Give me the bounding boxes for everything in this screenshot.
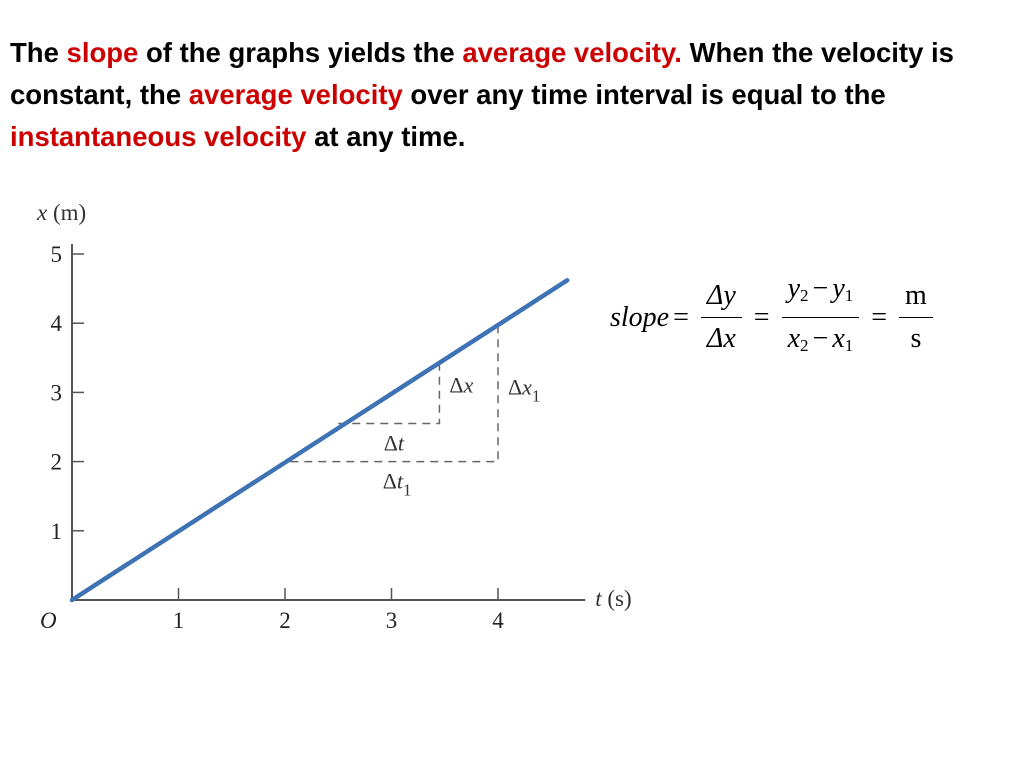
position-line	[72, 280, 567, 600]
intro-text: The	[10, 37, 67, 68]
delta-x-label: Δx	[449, 372, 474, 398]
fraction-denominator	[782, 318, 860, 363]
delta-t-label: Δt	[383, 430, 404, 456]
y-axis-label: x (m)	[37, 200, 87, 225]
x-tick-label: 4	[492, 608, 504, 633]
fraction-difference	[782, 272, 860, 363]
minus-sign: −	[812, 273, 829, 304]
delta-x1-label: $\Delta x_1$	[508, 374, 541, 406]
x-tick-label: 2	[279, 608, 291, 633]
y-tick-label: 1	[50, 518, 62, 544]
subscript: 1	[844, 336, 854, 355]
delta-t1-label: $\Delta t_1$	[382, 468, 412, 500]
highlight-slope: slope	[66, 37, 139, 68]
var-y: y	[787, 273, 801, 304]
fraction-denominator	[701, 318, 742, 356]
origin-label: O	[40, 608, 57, 633]
slope-formula	[610, 272, 941, 363]
y-tick-label: 5	[50, 242, 62, 267]
delta-annotations	[290, 323, 540, 499]
highlight-instantaneous-velocity: instantaneous velocity	[10, 121, 307, 152]
fraction-units	[899, 279, 933, 356]
x-tick-label: 1	[172, 608, 185, 633]
highlight-average-velocity: average velocity.	[462, 37, 682, 68]
delta-x: Δx	[706, 323, 736, 354]
highlight-average-velocity: average velocity	[188, 79, 403, 110]
equals-sign: =	[753, 301, 770, 333]
delta-triangle	[338, 358, 439, 424]
subscript: 1	[844, 286, 854, 305]
ticks	[51, 242, 505, 633]
fraction-denominator: s	[910, 323, 922, 354]
intro-text: of the graphs yields the	[138, 37, 463, 68]
subscript: 2	[800, 286, 809, 305]
intro-text: over any time interval is equal to the	[402, 79, 886, 110]
subscript: 2	[800, 336, 809, 355]
var-x: x	[832, 323, 845, 354]
series	[72, 280, 567, 600]
equals-sign: =	[871, 301, 888, 333]
y-tick-label: 4	[50, 311, 62, 337]
fraction-delta	[701, 279, 742, 356]
var-y: y	[832, 273, 845, 304]
fraction-numerator	[701, 279, 742, 318]
intro-text: When the velocity is constant, the	[10, 37, 954, 110]
formula-lhs: slope	[610, 301, 670, 333]
fraction-numerator	[782, 272, 860, 318]
y-tick-label: 3	[50, 380, 62, 406]
x-tick-label: 3	[385, 608, 398, 633]
fraction-numerator: m	[899, 279, 933, 318]
var-x: x	[787, 323, 801, 354]
x-axis-label: t (s)	[595, 586, 632, 611]
intro-text: at any time.	[306, 121, 466, 152]
y-tick-label: 2	[50, 449, 62, 475]
equals-sign: =	[673, 301, 689, 333]
minus-sign: −	[812, 323, 829, 354]
delta-y: Δy	[706, 280, 736, 311]
